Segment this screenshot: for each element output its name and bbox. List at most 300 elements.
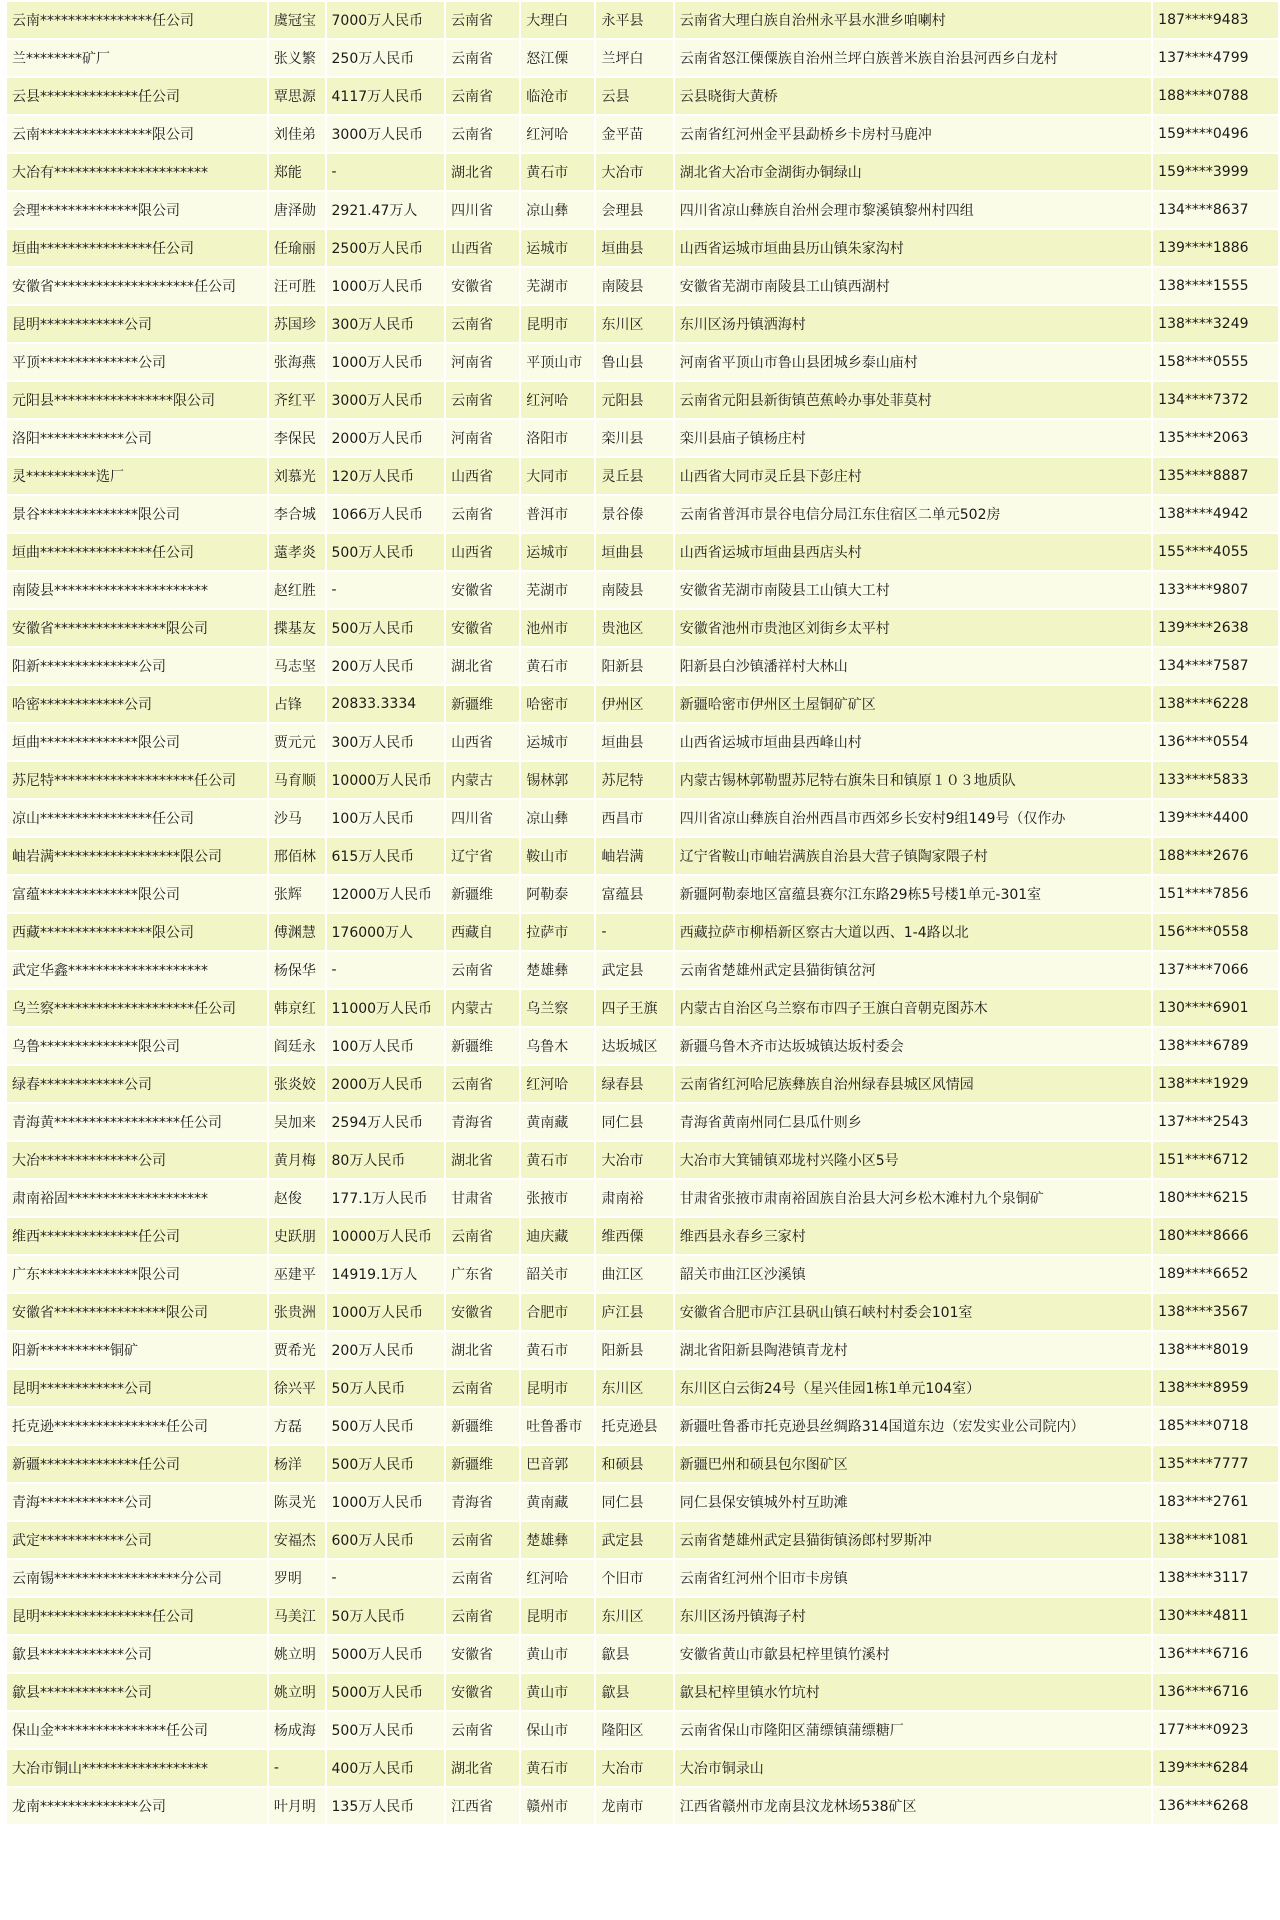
- city-cell: 阿勒泰: [521, 876, 594, 912]
- city-cell: 黄石市: [521, 154, 594, 190]
- registered-capital-cell: 400万人民币: [327, 1750, 445, 1786]
- registered-capital-cell: 1000万人民币: [327, 344, 445, 380]
- registered-capital-cell: 2000万人民币: [327, 420, 445, 456]
- registered-capital-cell: -: [327, 154, 445, 190]
- table-row: [7, 1066, 1278, 1102]
- registered-capital-cell: 120万人民币: [327, 458, 445, 494]
- table-row: [7, 876, 1278, 912]
- registered-capital-cell: 2500万人民币: [327, 230, 445, 266]
- legal-person-cell: -: [269, 1750, 325, 1786]
- company-name-cell: 元阳县*****************限公司: [7, 382, 267, 418]
- county-cell: 元阳县: [596, 382, 672, 418]
- province-cell: 四川省: [446, 192, 519, 228]
- county-cell: 富蕴县: [596, 876, 672, 912]
- phone-cell: 138****3249: [1153, 306, 1278, 342]
- legal-person-cell: 马美江: [269, 1598, 325, 1634]
- table-row: [7, 1104, 1278, 1140]
- registered-capital-cell: 500万人民币: [327, 1408, 445, 1444]
- legal-person-cell: 杨保华: [269, 952, 325, 988]
- province-cell: 湖北省: [446, 1142, 519, 1178]
- registered-capital-cell: 250万人民币: [327, 40, 445, 76]
- address-cell: 安徽省芜湖市南陵县工山镇西湖村: [675, 268, 1151, 304]
- table-row: [7, 496, 1278, 532]
- legal-person-cell: 马志坚: [269, 648, 325, 684]
- legal-person-cell: 张义繁: [269, 40, 325, 76]
- company-name-cell: 云南****************限公司: [7, 116, 267, 152]
- county-cell: 大冶市: [596, 1142, 672, 1178]
- company-name-cell: 阳新**********铜矿: [7, 1332, 267, 1368]
- city-cell: 运城市: [521, 534, 594, 570]
- table-row: [7, 1750, 1278, 1786]
- city-cell: 赣州市: [521, 1788, 594, 1824]
- city-cell: 楚雄彝: [521, 952, 594, 988]
- company-name-cell: 武定************公司: [7, 1522, 267, 1558]
- company-name-cell: 广东**************限公司: [7, 1256, 267, 1292]
- legal-person-cell: 郑能: [269, 154, 325, 190]
- table-row: [7, 1522, 1278, 1558]
- table-row: [7, 1636, 1278, 1672]
- table-row: [7, 230, 1278, 266]
- address-cell: 云南省怒江傈僳族自治州兰坪白族普米族自治县河西乡白龙村: [675, 40, 1151, 76]
- province-cell: 云南省: [446, 1370, 519, 1406]
- company-name-cell: 会理**************限公司: [7, 192, 267, 228]
- registered-capital-cell: 615万人民币: [327, 838, 445, 874]
- province-cell: 内蒙古: [446, 990, 519, 1026]
- address-cell: 辽宁省鞍山市岫岩满族自治县大营子镇陶家隈子村: [675, 838, 1151, 874]
- company-name-cell: 兰********矿厂: [7, 40, 267, 76]
- province-cell: 新疆维: [446, 1408, 519, 1444]
- legal-person-cell: 阎廷永: [269, 1028, 325, 1064]
- table-row: [7, 344, 1278, 380]
- registered-capital-cell: 7000万人民币: [327, 2, 445, 38]
- legal-person-cell: 姚立明: [269, 1636, 325, 1672]
- city-cell: 黄南藏: [521, 1104, 594, 1140]
- city-cell: 韶关市: [521, 1256, 594, 1292]
- city-cell: 芜湖市: [521, 268, 594, 304]
- legal-person-cell: 苏国珍: [269, 306, 325, 342]
- city-cell: 凉山彝: [521, 800, 594, 836]
- city-cell: 乌鲁木: [521, 1028, 594, 1064]
- province-cell: 山西省: [446, 534, 519, 570]
- county-cell: 同仁县: [596, 1104, 672, 1140]
- phone-cell: 189****6652: [1153, 1256, 1278, 1292]
- county-cell: 垣曲县: [596, 724, 672, 760]
- company-name-cell: 阳新**************公司: [7, 648, 267, 684]
- phone-cell: 183****2761: [1153, 1484, 1278, 1520]
- city-cell: 黄石市: [521, 1332, 594, 1368]
- province-cell: 西藏自: [446, 914, 519, 950]
- phone-cell: 135****7777: [1153, 1446, 1278, 1482]
- phone-cell: 180****8666: [1153, 1218, 1278, 1254]
- province-cell: 云南省: [446, 496, 519, 532]
- registered-capital-cell: 100万人民币: [327, 1028, 445, 1064]
- city-cell: 红河哈: [521, 1560, 594, 1596]
- county-cell: 个旧市: [596, 1560, 672, 1596]
- city-cell: 鞍山市: [521, 838, 594, 874]
- registered-capital-cell: 3000万人民币: [327, 382, 445, 418]
- registered-capital-cell: -: [327, 1560, 445, 1596]
- province-cell: 新疆维: [446, 876, 519, 912]
- legal-person-cell: 张海燕: [269, 344, 325, 380]
- address-cell: 山西省运城市垣曲县西店头村: [675, 534, 1151, 570]
- address-cell: 云南省元阳县新街镇芭蕉岭办事处菲莫村: [675, 382, 1151, 418]
- province-cell: 云南省: [446, 1560, 519, 1596]
- registered-capital-cell: 1000万人民币: [327, 1484, 445, 1520]
- county-cell: 东川区: [596, 1370, 672, 1406]
- phone-cell: 180****6215: [1153, 1180, 1278, 1216]
- address-cell: 湖北省阳新县陶港镇青龙村: [675, 1332, 1151, 1368]
- city-cell: 运城市: [521, 724, 594, 760]
- legal-person-cell: 张贵洲: [269, 1294, 325, 1330]
- county-cell: 苏尼特: [596, 762, 672, 798]
- county-cell: 庐江县: [596, 1294, 672, 1330]
- province-cell: 云南省: [446, 306, 519, 342]
- legal-person-cell: 汪可胜: [269, 268, 325, 304]
- legal-person-cell: 徐兴平: [269, 1370, 325, 1406]
- table-row: [7, 1294, 1278, 1330]
- phone-cell: 134****8637: [1153, 192, 1278, 228]
- phone-cell: 139****2638: [1153, 610, 1278, 646]
- city-cell: 乌兰察: [521, 990, 594, 1026]
- registered-capital-cell: 10000万人民币: [327, 762, 445, 798]
- table-row: [7, 40, 1278, 76]
- province-cell: 青海省: [446, 1104, 519, 1140]
- province-cell: 云南省: [446, 116, 519, 152]
- province-cell: 湖北省: [446, 648, 519, 684]
- county-cell: -: [596, 914, 672, 950]
- registered-capital-cell: 80万人民币: [327, 1142, 445, 1178]
- city-cell: 锡林郭: [521, 762, 594, 798]
- phone-cell: 139****4400: [1153, 800, 1278, 836]
- phone-cell: 138****8019: [1153, 1332, 1278, 1368]
- company-name-cell: 大冶市铜山******************: [7, 1750, 267, 1786]
- city-cell: 黄石市: [521, 1750, 594, 1786]
- registered-capital-cell: 3000万人民币: [327, 116, 445, 152]
- address-cell: 云南省楚雄州武定县猫街镇岔河: [675, 952, 1151, 988]
- registered-capital-cell: 2921.47万人: [327, 192, 445, 228]
- address-cell: 云南省大理白族自治州永平县水泄乡咱喇村: [675, 2, 1151, 38]
- province-cell: 云南省: [446, 78, 519, 114]
- company-name-cell: 垣曲****************任公司: [7, 534, 267, 570]
- company-name-cell: 灵**********选厂: [7, 458, 267, 494]
- legal-person-cell: 马育顺: [269, 762, 325, 798]
- legal-person-cell: 巫建平: [269, 1256, 325, 1292]
- registered-capital-cell: 5000万人民币: [327, 1674, 445, 1710]
- phone-cell: 133****9807: [1153, 572, 1278, 608]
- county-cell: 景谷傣: [596, 496, 672, 532]
- province-cell: 安徽省: [446, 1636, 519, 1672]
- phone-cell: 136****0554: [1153, 724, 1278, 760]
- phone-cell: 137****7066: [1153, 952, 1278, 988]
- company-name-cell: 哈密************公司: [7, 686, 267, 722]
- phone-cell: 155****4055: [1153, 534, 1278, 570]
- company-name-cell: 富蕴**************限公司: [7, 876, 267, 912]
- table-body: [7, 2, 1278, 1824]
- address-cell: 山西省运城市垣曲县西峰山村: [675, 724, 1151, 760]
- phone-cell: 138****4942: [1153, 496, 1278, 532]
- province-cell: 云南省: [446, 1218, 519, 1254]
- company-name-cell: 南陵县**********************: [7, 572, 267, 608]
- phone-cell: 138****1081: [1153, 1522, 1278, 1558]
- county-cell: 曲江区: [596, 1256, 672, 1292]
- province-cell: 安徽省: [446, 1674, 519, 1710]
- city-cell: 红河哈: [521, 116, 594, 152]
- phone-cell: 136****6716: [1153, 1636, 1278, 1672]
- company-name-cell: 昆明************公司: [7, 1370, 267, 1406]
- city-cell: 张掖市: [521, 1180, 594, 1216]
- registered-capital-cell: 1000万人民币: [327, 1294, 445, 1330]
- address-cell: 大冶市铜录山: [675, 1750, 1151, 1786]
- company-name-cell: 青海************公司: [7, 1484, 267, 1520]
- company-name-cell: 平顶**************公司: [7, 344, 267, 380]
- city-cell: 黄石市: [521, 648, 594, 684]
- legal-person-cell: 虞冠宝: [269, 2, 325, 38]
- table-row: [7, 1712, 1278, 1748]
- legal-person-cell: 方磊: [269, 1408, 325, 1444]
- company-name-cell: 云县**************任公司: [7, 78, 267, 114]
- table-row: [7, 382, 1278, 418]
- county-cell: 贵池区: [596, 610, 672, 646]
- address-cell: 青海省黄南州同仁县瓜什则乡: [675, 1104, 1151, 1140]
- phone-cell: 136****6268: [1153, 1788, 1278, 1824]
- province-cell: 甘肃省: [446, 1180, 519, 1216]
- province-cell: 山西省: [446, 230, 519, 266]
- city-cell: 黄山市: [521, 1636, 594, 1672]
- registered-capital-cell: 1000万人民币: [327, 268, 445, 304]
- table-row: [7, 1446, 1278, 1482]
- city-cell: 运城市: [521, 230, 594, 266]
- address-cell: 云南省保山市隆阳区蒲缥镇蒲缥糖厂: [675, 1712, 1151, 1748]
- address-cell: 安徽省芜湖市南陵县工山镇大工村: [675, 572, 1151, 608]
- city-cell: 黄山市: [521, 1674, 594, 1710]
- legal-person-cell: 薳孝炎: [269, 534, 325, 570]
- address-cell: 栾川县庙子镇杨庄村: [675, 420, 1151, 456]
- registered-capital-cell: 135万人民币: [327, 1788, 445, 1824]
- registered-capital-cell: 5000万人民币: [327, 1636, 445, 1672]
- address-cell: 安徽省合肥市庐江县矾山镇石峡村村委会101室: [675, 1294, 1151, 1330]
- phone-cell: 156****0558: [1153, 914, 1278, 950]
- company-name-cell: 云南锡******************分公司: [7, 1560, 267, 1596]
- address-cell: 新疆巴州和硕县包尔图矿区: [675, 1446, 1151, 1482]
- province-cell: 内蒙古: [446, 762, 519, 798]
- phone-cell: 133****5833: [1153, 762, 1278, 798]
- legal-person-cell: 黄月梅: [269, 1142, 325, 1178]
- table-row: [7, 420, 1278, 456]
- table-row: [7, 572, 1278, 608]
- registered-capital-cell: 14919.1万人: [327, 1256, 445, 1292]
- province-cell: 云南省: [446, 1522, 519, 1558]
- company-name-cell: 保山金****************任公司: [7, 1712, 267, 1748]
- phone-cell: 139****1886: [1153, 230, 1278, 266]
- table-row: [7, 1332, 1278, 1368]
- registered-capital-cell: 500万人民币: [327, 1712, 445, 1748]
- legal-person-cell: 贾元元: [269, 724, 325, 760]
- address-cell: 新疆哈密市伊州区土屋铜矿矿区: [675, 686, 1151, 722]
- province-cell: 河南省: [446, 344, 519, 380]
- registered-capital-cell: 300万人民币: [327, 724, 445, 760]
- company-name-cell: 维西**************任公司: [7, 1218, 267, 1254]
- county-cell: 阳新县: [596, 648, 672, 684]
- address-cell: 云南省红河州金平县勐桥乡卡房村马鹿冲: [675, 116, 1151, 152]
- county-cell: 鲁山县: [596, 344, 672, 380]
- city-cell: 哈密市: [521, 686, 594, 722]
- address-cell: 东川区汤丹镇海子村: [675, 1598, 1151, 1634]
- legal-person-cell: 揲基友: [269, 610, 325, 646]
- province-cell: 云南省: [446, 952, 519, 988]
- county-cell: 大冶市: [596, 1750, 672, 1786]
- legal-person-cell: 邢佰林: [269, 838, 325, 874]
- registered-capital-cell: 50万人民币: [327, 1598, 445, 1634]
- province-cell: 湖北省: [446, 1750, 519, 1786]
- county-cell: 云县: [596, 78, 672, 114]
- registered-capital-cell: 600万人民币: [327, 1522, 445, 1558]
- address-cell: 东川区汤丹镇洒海村: [675, 306, 1151, 342]
- phone-cell: 138****3117: [1153, 1560, 1278, 1596]
- table-row: [7, 762, 1278, 798]
- province-cell: 湖北省: [446, 1332, 519, 1368]
- legal-person-cell: 沙马: [269, 800, 325, 836]
- county-cell: 金平苗: [596, 116, 672, 152]
- table-row: [7, 1484, 1278, 1520]
- company-name-cell: 肃南裕固********************: [7, 1180, 267, 1216]
- company-name-cell: 歙县************公司: [7, 1674, 267, 1710]
- phone-cell: 151****7856: [1153, 876, 1278, 912]
- legal-person-cell: 姚立明: [269, 1674, 325, 1710]
- legal-person-cell: 李合城: [269, 496, 325, 532]
- address-cell: 云南省楚雄州武定县猫街镇汤郎村罗斯冲: [675, 1522, 1151, 1558]
- phone-cell: 158****0555: [1153, 344, 1278, 380]
- legal-person-cell: 刘慕光: [269, 458, 325, 494]
- registered-capital-cell: 176000万人: [327, 914, 445, 950]
- address-cell: 山西省大同市灵丘县下彭庄村: [675, 458, 1151, 494]
- registered-capital-cell: 500万人民币: [327, 610, 445, 646]
- province-cell: 新疆维: [446, 1028, 519, 1064]
- province-cell: 云南省: [446, 1712, 519, 1748]
- company-name-cell: 云南****************任公司: [7, 2, 267, 38]
- company-name-cell: 岫岩满******************限公司: [7, 838, 267, 874]
- legal-person-cell: 齐红平: [269, 382, 325, 418]
- legal-person-cell: 安福杰: [269, 1522, 325, 1558]
- legal-person-cell: 张辉: [269, 876, 325, 912]
- county-cell: 西昌市: [596, 800, 672, 836]
- county-cell: 兰坪白: [596, 40, 672, 76]
- company-name-cell: 大冶有**********************: [7, 154, 267, 190]
- county-cell: 东川区: [596, 306, 672, 342]
- phone-cell: 151****6712: [1153, 1142, 1278, 1178]
- city-cell: 怒江傈: [521, 40, 594, 76]
- province-cell: 四川省: [446, 800, 519, 836]
- city-cell: 保山市: [521, 1712, 594, 1748]
- phone-cell: 159****0496: [1153, 116, 1278, 152]
- registered-capital-cell: 500万人民币: [327, 534, 445, 570]
- phone-cell: 138****1555: [1153, 268, 1278, 304]
- phone-cell: 138****6228: [1153, 686, 1278, 722]
- registered-capital-cell: 20833.3334: [327, 686, 445, 722]
- city-cell: 红河哈: [521, 382, 594, 418]
- province-cell: 新疆维: [446, 686, 519, 722]
- legal-person-cell: 罗明: [269, 1560, 325, 1596]
- phone-cell: 136****6716: [1153, 1674, 1278, 1710]
- city-cell: 昆明市: [521, 1370, 594, 1406]
- province-cell: 安徽省: [446, 1294, 519, 1330]
- phone-cell: 138****3567: [1153, 1294, 1278, 1330]
- city-cell: 迪庆藏: [521, 1218, 594, 1254]
- province-cell: 青海省: [446, 1484, 519, 1520]
- table-row: [7, 990, 1278, 1026]
- county-cell: 岫岩满: [596, 838, 672, 874]
- county-cell: 阳新县: [596, 1332, 672, 1368]
- company-name-cell: 托克逊****************任公司: [7, 1408, 267, 1444]
- registered-capital-cell: 500万人民币: [327, 1446, 445, 1482]
- legal-person-cell: 叶月明: [269, 1788, 325, 1824]
- registered-capital-cell: 4117万人民币: [327, 78, 445, 114]
- county-cell: 同仁县: [596, 1484, 672, 1520]
- legal-person-cell: 赵红胜: [269, 572, 325, 608]
- address-cell: 山西省运城市垣曲县历山镇朱家沟村: [675, 230, 1151, 266]
- company-name-cell: 歙县************公司: [7, 1636, 267, 1672]
- legal-person-cell: 韩京红: [269, 990, 325, 1026]
- table-row: [7, 724, 1278, 760]
- city-cell: 吐鲁番市: [521, 1408, 594, 1444]
- province-cell: 云南省: [446, 2, 519, 38]
- company-name-cell: 安徽省********************任公司: [7, 268, 267, 304]
- county-cell: 肃南裕: [596, 1180, 672, 1216]
- company-name-cell: 安徽省****************限公司: [7, 1294, 267, 1330]
- registered-capital-cell: 11000万人民币: [327, 990, 445, 1026]
- province-cell: 山西省: [446, 724, 519, 760]
- province-cell: 云南省: [446, 382, 519, 418]
- table-row: [7, 800, 1278, 836]
- address-cell: 新疆阿勒泰地区富蕴县赛尔江东路29栋5号楼1单元-301室: [675, 876, 1151, 912]
- city-cell: 昆明市: [521, 1598, 594, 1634]
- table-row: [7, 534, 1278, 570]
- county-cell: 垣曲县: [596, 534, 672, 570]
- county-cell: 伊州区: [596, 686, 672, 722]
- address-cell: 新疆吐鲁番市托克逊县丝绸路314国道东边（宏发实业公司院内）: [675, 1408, 1151, 1444]
- table-row: [7, 914, 1278, 950]
- province-cell: 湖北省: [446, 154, 519, 190]
- county-cell: 龙南市: [596, 1788, 672, 1824]
- registered-capital-cell: 177.1万人民币: [327, 1180, 445, 1216]
- table-row: [7, 116, 1278, 152]
- address-cell: 安徽省池州市贵池区刘街乡太平村: [675, 610, 1151, 646]
- company-name-cell: 武定华鑫********************: [7, 952, 267, 988]
- registered-capital-cell: 200万人民币: [327, 1332, 445, 1368]
- address-cell: 维西县永春乡三家村: [675, 1218, 1151, 1254]
- company-name-cell: 洛阳************公司: [7, 420, 267, 456]
- phone-cell: 159****3999: [1153, 154, 1278, 190]
- company-name-cell: 垣曲****************任公司: [7, 230, 267, 266]
- phone-cell: 138****8959: [1153, 1370, 1278, 1406]
- phone-cell: 137****2543: [1153, 1104, 1278, 1140]
- legal-person-cell: 赵俊: [269, 1180, 325, 1216]
- city-cell: 拉萨市: [521, 914, 594, 950]
- phone-cell: 188****0788: [1153, 78, 1278, 114]
- registered-capital-cell: 200万人民币: [327, 648, 445, 684]
- address-cell: 内蒙古自治区乌兰察布市四子王旗白音朝克图苏木: [675, 990, 1151, 1026]
- province-cell: 辽宁省: [446, 838, 519, 874]
- company-name-cell: 垣曲**************限公司: [7, 724, 267, 760]
- company-name-cell: 凉山****************任公司: [7, 800, 267, 836]
- table-row: [7, 458, 1278, 494]
- company-name-cell: 景谷**************限公司: [7, 496, 267, 532]
- county-cell: 托克逊县: [596, 1408, 672, 1444]
- county-cell: 武定县: [596, 1522, 672, 1558]
- phone-cell: 187****9483: [1153, 2, 1278, 38]
- company-table: [5, 0, 1280, 1826]
- city-cell: 凉山彝: [521, 192, 594, 228]
- table-row: [7, 306, 1278, 342]
